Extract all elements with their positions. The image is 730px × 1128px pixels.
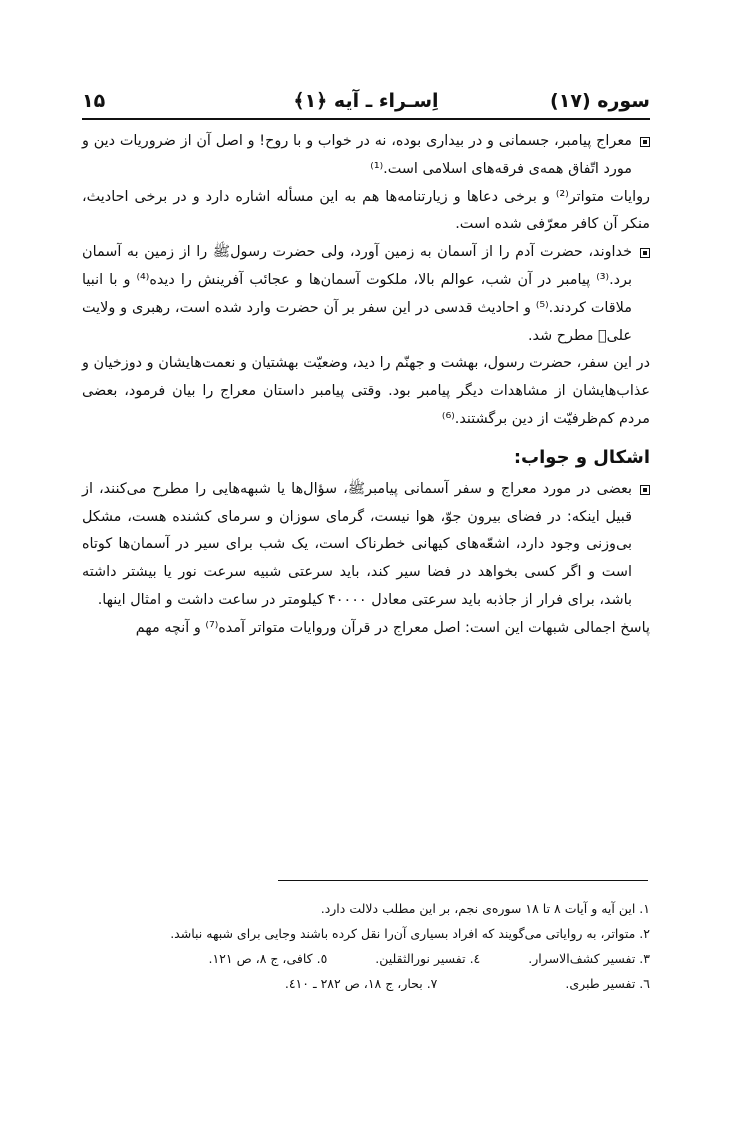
footnote-3: ٣. تفسیر کشف‌الاسرار.	[528, 951, 650, 966]
square-bullet-icon	[640, 137, 650, 147]
page-number: ۱۵	[82, 90, 106, 112]
paragraph-5	[82, 476, 650, 615]
paragraph-text: خداوند، حضرت آدم را از آسمان به زمین آورد، ولی حضرت رسول‌ﷺ را از زمین به آسمان برد.⁽³⁾ پیامبر در آن شب، عوالم بالا، ملکوت آسمان‌ها و عجائب آفرینش را دیده⁽⁴⁾ و با انبیا ملاقات کردند.⁽⁵⁾ و احادیث قدسی در این سفر بر آن حضرت وارد شده است، رهبری و ولایت علیؑ مطرح شد.	[82, 244, 632, 344]
square-bullet-icon	[640, 248, 650, 258]
main-text	[82, 128, 650, 643]
footnote-1: ١. این آیه و آیات ٨ تا ١٨ سوره‌ی نجم، بر این مطلب دلالت دارد.	[320, 901, 650, 916]
paragraph-4	[82, 350, 650, 433]
page-header	[82, 88, 650, 120]
paragraph-3	[82, 239, 650, 350]
paragraph-2	[82, 184, 650, 240]
paragraph-text: بعضی در مورد معراج و سفر آسمانی پیامبرﷺ، سؤال‌ها یا شبهه‌هایی را مطرح می‌کنند، از قبیل اینکه: در فضای بیرون جوّ، هوا نیست، گرمای سوزان و سرمای کشنده هست، مشکل بی‌وزنی وجود دارد، اشعّه‌های کیهانی خطرناک است، یک شب برای سیر در آسمان‌ها کوتاه است و اگر کسی بخواهد در فضا سیر کند، باید سرعتی شبیه سرعت نور یا بیشتر داشته باشد، برای فرار از جاذبه باید سرعتی معادل ۴۰۰۰۰ کیلومتر در ساعت داشت و امثال اینها.	[82, 480, 632, 608]
footnotes	[82, 896, 650, 996]
paragraph-text: معراج پیامبر، جسمانی و در بیداری بوده، نه در خواب و با روح! و اصل آن از ضروریات دین و مورد اتّفاق همه‌ی فرقه‌های اسلامی است.⁽¹⁾	[82, 133, 632, 177]
footnote-divider	[278, 880, 648, 881]
paragraph-text: پاسخ اجمالی شبهات این است: اصل معراج در قرآن وروایات متواتر آمده⁽⁷⁾ و آنچه مهم	[135, 619, 650, 636]
chapter-title: اِسـراء ـ آیه ﴿۱﴾	[293, 90, 439, 112]
paragraph-text: در این سفر، حضرت رسول، بهشت و جهنّم را دید، وضعیّت بهشتیان و نعمت‌هایشان و دوزخیان و عذاب‌هایشان از مشاهدات دیگر پیامبر بود. وقتی پیامبر داستان معراج را بیان فرمود، بعضی مردم کم‌ظرفیّت از دین برگشتند.⁽⁶⁾	[82, 355, 650, 427]
footnote-5: ٥. کافی، ج ٨، ص ١٢١.	[208, 951, 328, 966]
paragraph-text: روایات متواتر⁽²⁾ و برخی دعاها و زیارتنامه‌ها هم به این مسأله اشاره دارد و در برخی احادیث، منکر آن کافر معرّفی شده است.	[82, 188, 650, 233]
footnote-6: ٦. تفسیر طبری.	[565, 976, 650, 991]
surah-label: سوره (۱۷)	[550, 90, 650, 112]
paragraph-6	[82, 615, 650, 643]
footnote-row-3	[82, 946, 650, 971]
section-title: اشکال و جواب:	[513, 446, 650, 468]
paragraph-1	[82, 128, 650, 184]
square-bullet-icon	[640, 485, 650, 495]
footnote-4: ٤. تفسیر نورالثقلین.	[375, 951, 481, 966]
footnote-7: ٧. بحار، ج ١٨، ص ٢٨٢ ـ ٤١٠.	[284, 976, 438, 991]
footnote-row-4	[82, 971, 650, 996]
footnote-2: ٢. متواتر، به روایاتی می‌گویند که افراد بسیاری آن‌را نقل کرده باشند وجایی برای شبهه نباشد.	[170, 926, 650, 941]
